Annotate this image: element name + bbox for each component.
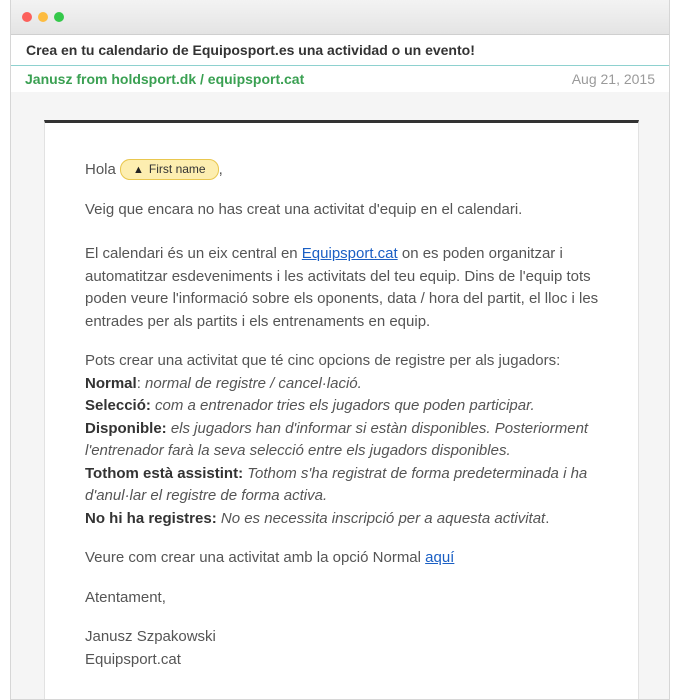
- minimize-window-button[interactable]: [38, 12, 48, 22]
- option-normal-sep: :: [136, 374, 146, 392]
- email-date: Aug 21, 2015: [571, 71, 655, 87]
- paragraph-2-start: El calendari és un eix central en: [85, 245, 302, 262]
- option-disponible-text: els jugadors han d'informar si estàn disponibles. Posteriorment l'entrenador farà la seva selecció entre els jugadors disponibles.: [85, 419, 589, 459]
- maximize-window-button[interactable]: [54, 12, 64, 22]
- greeting-comma: ,: [218, 161, 223, 178]
- option-tothom-text: Tothom s'ha registrat de forma predeterminada i ha d'anul·lar el registre de forma activa.: [85, 464, 588, 504]
- paragraph-1: Veig que encara no has creat una activitat d'equip en el calendari.: [85, 200, 523, 218]
- email-content: [85, 159, 605, 671]
- paragraph-2-end: on es poden organitzar i automatitzar esdeveniments i les activitats del teu equip. Dins de l'equip tots poden veure l'informació sobre els oponents, data / hora del partit, el lloc i les entrades per als partits i els entrenaments en equip.: [85, 245, 599, 330]
- options-paragraph: [85, 350, 605, 530]
- closing: Atentament,: [85, 588, 166, 606]
- mail-window: [10, 0, 670, 700]
- email-body-background: [11, 92, 669, 699]
- signature: [85, 626, 605, 671]
- greeting-text: Hola: [85, 161, 116, 178]
- option-seleccio-text: com a entrenador tries els jugadors que poden participar.: [150, 397, 535, 414]
- option-no-registres-text: No es necessita inscripció per a aquesta activitat: [216, 509, 546, 527]
- first-name-tag: [120, 159, 219, 180]
- option-normal-label: Normal: [85, 374, 137, 392]
- paragraph-2: [85, 243, 605, 333]
- option-no-registres-end: .: [545, 509, 550, 527]
- email-card: [44, 120, 639, 700]
- option-seleccio-label: Selecció:: [85, 397, 151, 414]
- options-intro: Pots crear una activitat que té cinc opcions de registre per als jugadors:: [85, 352, 561, 369]
- email-meta: [11, 66, 669, 92]
- email-sender[interactable]: Janusz from holdsport.dk / equipsport.cat: [25, 71, 305, 87]
- aqui-link[interactable]: aquí: [425, 549, 455, 566]
- first-name-tag-label: First name: [148, 161, 206, 176]
- option-disponible-label: Disponible:: [85, 419, 167, 437]
- paragraph-4-text: Veure com crear una activitat amb la opció Normal: [85, 549, 426, 566]
- email-subject: Crea en tu calendario de Equiposport.es una actividad o un evento!: [11, 35, 669, 66]
- equipsport-link[interactable]: Equipsport.cat: [301, 245, 398, 262]
- option-normal-text: normal de registre / cancel·lació.: [145, 374, 362, 392]
- signature-org: Equipsport.cat: [85, 650, 181, 668]
- warning-icon: ▲: [133, 163, 144, 176]
- option-tothom-label: Tothom està assistint:: [85, 464, 244, 482]
- greeting-line: [85, 159, 605, 182]
- signature-name: Janusz Szpakowski: [85, 628, 216, 645]
- option-no-registres-label: No hi ha registres:: [85, 509, 217, 527]
- title-bar: [11, 0, 669, 35]
- paragraph-4: [85, 547, 605, 570]
- close-window-button[interactable]: [22, 12, 32, 22]
